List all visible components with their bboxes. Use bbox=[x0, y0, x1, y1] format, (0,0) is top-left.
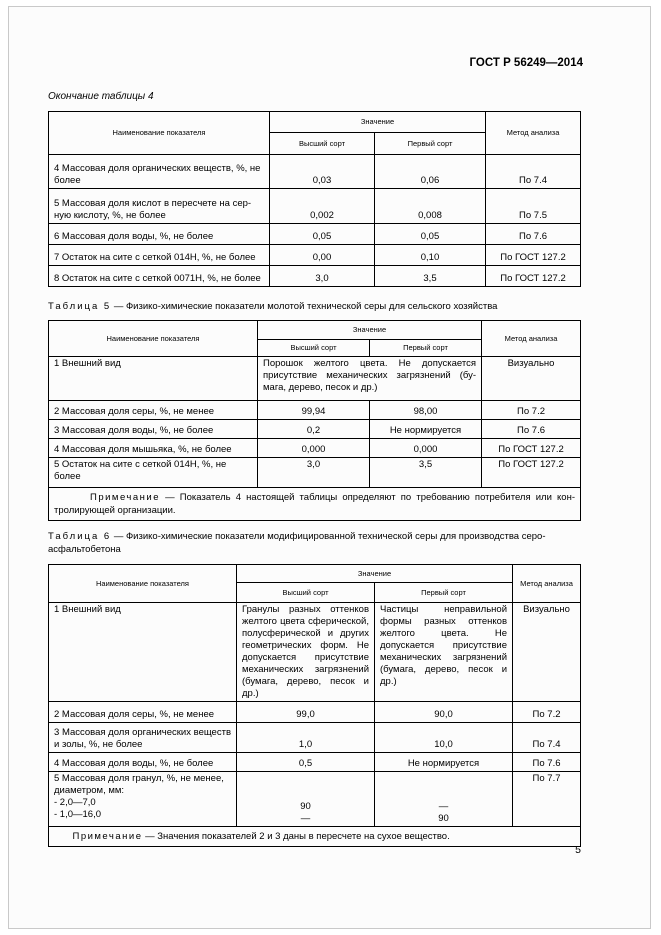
row-grade2: Не нормируется bbox=[375, 753, 513, 772]
granules-grade1-b: — bbox=[300, 813, 311, 824]
table-5-caption bbox=[48, 300, 579, 313]
table-6-caption bbox=[48, 530, 579, 556]
table-row bbox=[49, 772, 581, 827]
row-grade2 bbox=[375, 772, 513, 827]
page-number: 5 bbox=[575, 844, 581, 856]
header-method: Метод анализа bbox=[486, 112, 581, 155]
header-grade2: Первый сорт bbox=[370, 340, 482, 357]
table-6-note bbox=[49, 827, 581, 847]
note-label: Примечание bbox=[72, 831, 143, 842]
header-grade2: Первый сорт bbox=[375, 583, 513, 603]
row-method: Визуально bbox=[482, 357, 581, 401]
row-name: 6 Массовая доля воды, %, не более bbox=[49, 224, 270, 245]
row-grade1: 0,2 bbox=[258, 420, 370, 439]
row-name: 4 Массовая доля воды, %, не более bbox=[49, 753, 237, 772]
row-method: По ГОСТ 127.2 bbox=[486, 245, 581, 266]
row-method: По 7.6 bbox=[482, 420, 581, 439]
table-row bbox=[49, 224, 581, 245]
row-value: Порошок желтого цвета. Не допускается присутствие механических загрязнений (бумага, дерево, песок и др.) bbox=[258, 357, 482, 401]
header-name: Наименование показателя bbox=[49, 112, 270, 155]
row-grade1: Гранулы разных оттенков желтого цвета сферической, полусферической и других геометрических форм. Не допускается присутствие механических загрязнений (бумага, дерево, песок и др.) bbox=[237, 603, 375, 702]
caption-text: — Физико-химические показатели модифицированной технической серы для производства сероасфальтобетона bbox=[48, 531, 546, 555]
table-row bbox=[49, 357, 581, 401]
row-grade2: 3,5 bbox=[370, 458, 482, 488]
row-name: 3 Массовая доля воды, %, не более bbox=[49, 420, 258, 439]
table-row bbox=[49, 245, 581, 266]
header-value: Значение bbox=[237, 565, 513, 583]
table-5-note bbox=[49, 488, 581, 521]
granules-range-1: - 2,0—7,0 bbox=[54, 797, 96, 808]
header-value: Значение bbox=[258, 321, 482, 340]
table-5 bbox=[48, 320, 581, 521]
row-grade2: Частицы неправильной формы разных оттенков желтого цвета. Не допускается присутствие механических загрязнений (бумага, дерево, песок и др.) bbox=[375, 603, 513, 702]
row-grade2: 3,5 bbox=[375, 266, 486, 287]
row-method: По 7.4 bbox=[513, 723, 581, 753]
row-grade2: 0,06 bbox=[375, 155, 486, 189]
row-grade2: 90,0 bbox=[375, 702, 513, 723]
row-name: 3 Массовая доля органических веществ и золы, %, не более bbox=[49, 723, 237, 753]
table-row bbox=[49, 753, 581, 772]
row-name bbox=[49, 772, 237, 827]
note-label: Примечание bbox=[90, 492, 161, 503]
row-method: По 7.5 bbox=[486, 189, 581, 224]
caption-label: Таблица 5 bbox=[48, 301, 112, 312]
table-row bbox=[49, 702, 581, 723]
row-grade1: 3,0 bbox=[258, 458, 370, 488]
row-grade1: 3,0 bbox=[270, 266, 375, 287]
row-method: По 7.2 bbox=[513, 702, 581, 723]
row-name: 2 Массовая доля серы, %, не менее bbox=[49, 401, 258, 420]
row-name: 4 Массовая доля мышьяка, %, не более bbox=[49, 439, 258, 458]
header-grade1: Высший сорт bbox=[270, 133, 375, 155]
table-row bbox=[49, 458, 581, 488]
header-grade1: Высший сорт bbox=[258, 340, 370, 357]
header-grade1: Высший сорт bbox=[237, 583, 375, 603]
standard-number: ГОСТ Р 56249—2014 bbox=[469, 57, 583, 69]
table-6 bbox=[48, 564, 581, 847]
granules-label: 5 Массовая доля гранул, %, не менее, диаметром, мм: bbox=[54, 773, 224, 796]
row-method: По 7.6 bbox=[513, 753, 581, 772]
row-grade2: 0,10 bbox=[375, 245, 486, 266]
row-grade1: 99,94 bbox=[258, 401, 370, 420]
note-text: — Значения показателей 2 и 3 даны в пересчете на сухое вещество. bbox=[142, 831, 450, 842]
header-method: Метод анализа bbox=[513, 565, 581, 603]
table-row bbox=[49, 723, 581, 753]
row-grade2: Не нормируется bbox=[370, 420, 482, 439]
note-text: — Показатель 4 настоящей таблицы определяют по требованию потребителя или контролирующей организации. bbox=[54, 492, 576, 516]
header-method: Метод анализа bbox=[482, 321, 581, 357]
row-name: 1 Внешний вид bbox=[49, 603, 237, 702]
row-method: По ГОСТ 127.2 bbox=[482, 439, 581, 458]
row-grade1 bbox=[237, 772, 375, 827]
row-name: 8 Остаток на сите с сеткой 0071Н, %, не более bbox=[49, 266, 270, 287]
row-grade2: 0,008 bbox=[375, 189, 486, 224]
row-name: 2 Массовая доля серы, %, не менее bbox=[49, 702, 237, 723]
row-grade2: 0,000 bbox=[370, 439, 482, 458]
table-row bbox=[49, 266, 581, 287]
row-method: По ГОСТ 127.2 bbox=[482, 458, 581, 488]
row-grade1: 0,002 bbox=[270, 189, 375, 224]
table-4 bbox=[48, 111, 581, 287]
row-method: По ГОСТ 127.2 bbox=[486, 266, 581, 287]
granules-grade2-a: — bbox=[438, 801, 449, 812]
row-grade1: 0,000 bbox=[258, 439, 370, 458]
row-method: По 7.4 bbox=[486, 155, 581, 189]
row-method: По 7.2 bbox=[482, 401, 581, 420]
row-method: Визуально bbox=[513, 603, 581, 702]
table-note-row bbox=[49, 827, 581, 847]
header-name: Наименование показателя bbox=[49, 565, 237, 603]
row-grade1: 1,0 bbox=[237, 723, 375, 753]
granules-grade2-b: 90 bbox=[438, 813, 449, 824]
header-grade2: Первый сорт bbox=[375, 133, 486, 155]
table-row bbox=[49, 155, 581, 189]
table-note-row bbox=[49, 488, 581, 521]
table-row bbox=[49, 603, 581, 702]
row-grade2: 10,0 bbox=[375, 723, 513, 753]
granules-grade1-a: 90 bbox=[300, 801, 311, 812]
header-value: Значение bbox=[270, 112, 486, 133]
header-name: Наименование показателя bbox=[49, 321, 258, 357]
row-grade1: 0,00 bbox=[270, 245, 375, 266]
row-name: 5 Остаток на сите с сеткой 014Н, %, не более bbox=[49, 458, 258, 488]
granules-range-2: - 1,0—16,0 bbox=[54, 809, 101, 820]
caption-label: Таблица 6 bbox=[48, 531, 112, 542]
row-grade1: 0,5 bbox=[237, 753, 375, 772]
table-row bbox=[49, 420, 581, 439]
row-name: 1 Внешний вид bbox=[49, 357, 258, 401]
row-method: По 7.7 bbox=[513, 772, 581, 827]
row-grade1: 99,0 bbox=[237, 702, 375, 723]
table-continuation-label: Окончание таблицы 4 bbox=[48, 91, 154, 102]
table-row bbox=[49, 439, 581, 458]
table-row bbox=[49, 189, 581, 224]
row-grade1: 0,03 bbox=[270, 155, 375, 189]
row-name: 5 Массовая доля кислот в пересчете на серную кислоту, %, не более bbox=[49, 189, 270, 224]
row-method: По 7.6 bbox=[486, 224, 581, 245]
table-row bbox=[49, 401, 581, 420]
row-grade2: 98,00 bbox=[370, 401, 482, 420]
row-grade1: 0,05 bbox=[270, 224, 375, 245]
row-grade2: 0,05 bbox=[375, 224, 486, 245]
caption-text: — Физико-химические показатели молотой технической серы для сельского хозяйства bbox=[113, 301, 498, 312]
row-name: 7 Остаток на сите с сеткой 014Н, %, не более bbox=[49, 245, 270, 266]
row-name: 4 Массовая доля органических веществ, %, не более bbox=[49, 155, 270, 189]
